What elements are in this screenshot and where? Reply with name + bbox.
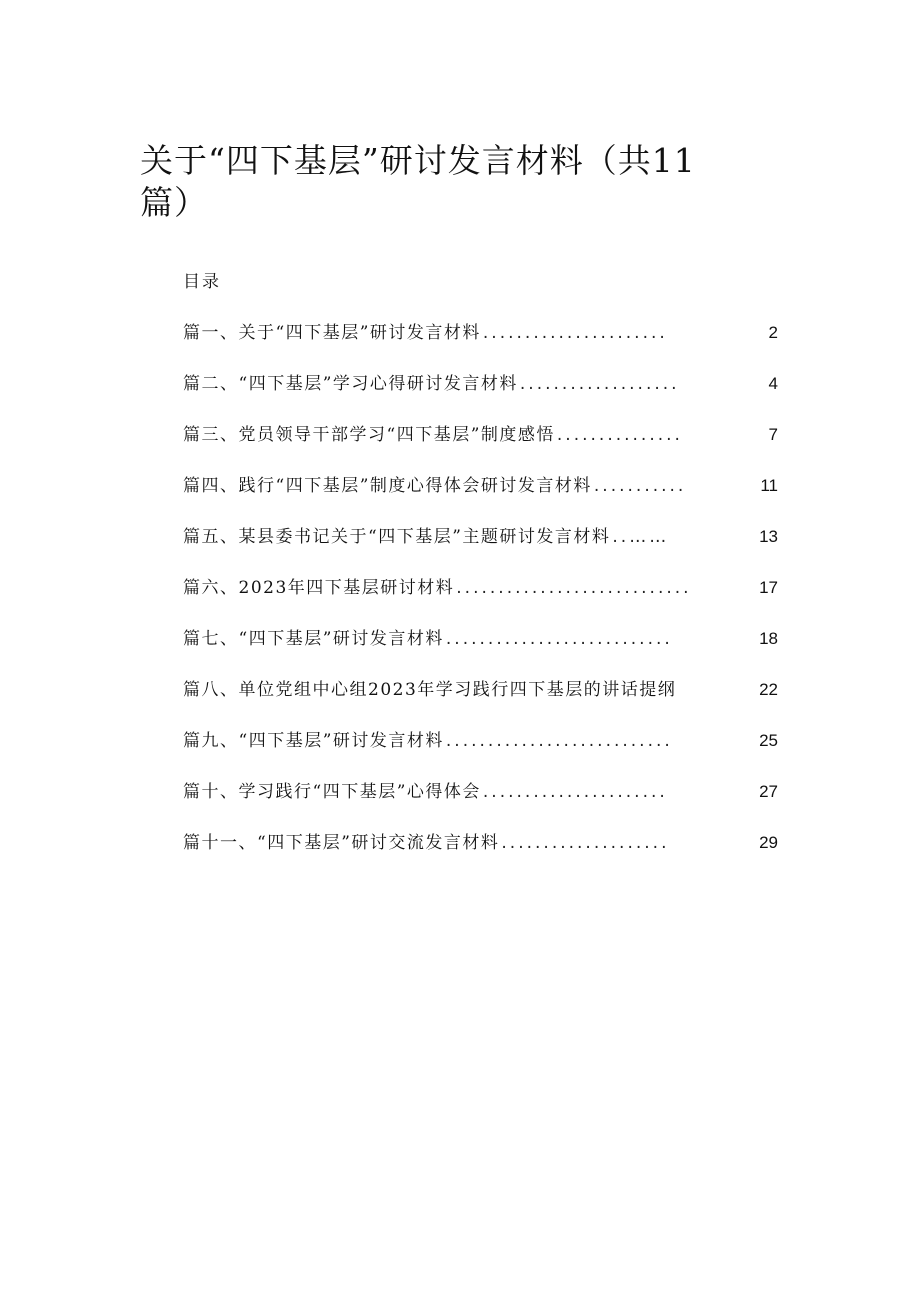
toc-entry[interactable] <box>183 321 778 372</box>
toc-entry-label: 篇二、“四下基层”学习心得研讨发言材料 <box>183 374 518 394</box>
toc-entry[interactable] <box>183 525 778 576</box>
toc-entry[interactable] <box>183 372 778 423</box>
toc-page-number: 17 <box>759 578 778 597</box>
toc-leader-dots: ............... <box>556 425 683 445</box>
toc-entry-label: 篇一、关于“四下基层”研讨发言材料 <box>183 323 481 343</box>
toc-entry[interactable] <box>183 576 778 627</box>
toc-entry-label: 篇十、学习践行“四下基层”心得体会 <box>183 782 481 802</box>
toc-entry-label: 篇十一、“四下基层”研讨交流发言材料 <box>183 833 500 853</box>
toc-page-number: 25 <box>759 731 778 750</box>
toc-leader-dots: ..…… <box>612 527 670 547</box>
toc-leader-dots: ........................... <box>445 731 673 751</box>
toc-entry-label: 篇六、2023年四下基层研讨材料 <box>183 578 455 598</box>
toc-page-number: 13 <box>759 527 778 546</box>
toc-leader-dots: ................... <box>519 374 680 394</box>
toc-leader-dots: ............................ <box>456 578 692 598</box>
toc-entry-label: 篇三、党员领导干部学习“四下基层”制度感悟 <box>183 425 555 445</box>
table-of-contents <box>183 321 778 882</box>
toc-page-number: 7 <box>768 425 778 444</box>
toc-leader-dots: ...................... <box>482 323 668 343</box>
toc-entry-label: 篇八、单位党组中心组2023年学习践行四下基层的讲话提纲 <box>183 680 677 700</box>
toc-page-number: 27 <box>759 782 778 801</box>
toc-entry[interactable] <box>183 474 778 525</box>
toc-entry-label: 篇四、践行“四下基层”制度心得体会研讨发言材料 <box>183 476 592 496</box>
toc-entry[interactable] <box>183 423 778 474</box>
toc-page-number: 29 <box>759 833 778 852</box>
toc-leader-dots: ...................... <box>482 782 668 802</box>
toc-entry[interactable] <box>183 780 778 831</box>
toc-leader-dots: .................... <box>501 833 670 853</box>
toc-leader-dots: ........... <box>593 476 687 496</box>
toc-page-number: 4 <box>768 374 778 393</box>
toc-entry[interactable] <box>183 729 778 780</box>
toc-heading: 目录 <box>183 272 221 292</box>
toc-entry[interactable] <box>183 627 778 678</box>
toc-entry-label: 篇九、“四下基层”研讨发言材料 <box>183 731 444 751</box>
toc-page-number: 2 <box>768 323 778 342</box>
document-title: 关于“四下基层”研讨发言材料（共11篇） <box>140 141 696 222</box>
toc-entry-label: 篇七、“四下基层”研讨发言材料 <box>183 629 444 649</box>
toc-entry[interactable] <box>183 678 778 729</box>
toc-leader-dots: ........................... <box>445 629 673 649</box>
toc-page-number: 22 <box>759 680 778 699</box>
toc-page-number: 11 <box>760 476 778 495</box>
toc-page-number: 18 <box>759 629 778 648</box>
toc-entry-label: 篇五、某县委书记关于“四下基层”主题研讨发言材料 <box>183 527 611 547</box>
toc-entry[interactable] <box>183 831 778 882</box>
